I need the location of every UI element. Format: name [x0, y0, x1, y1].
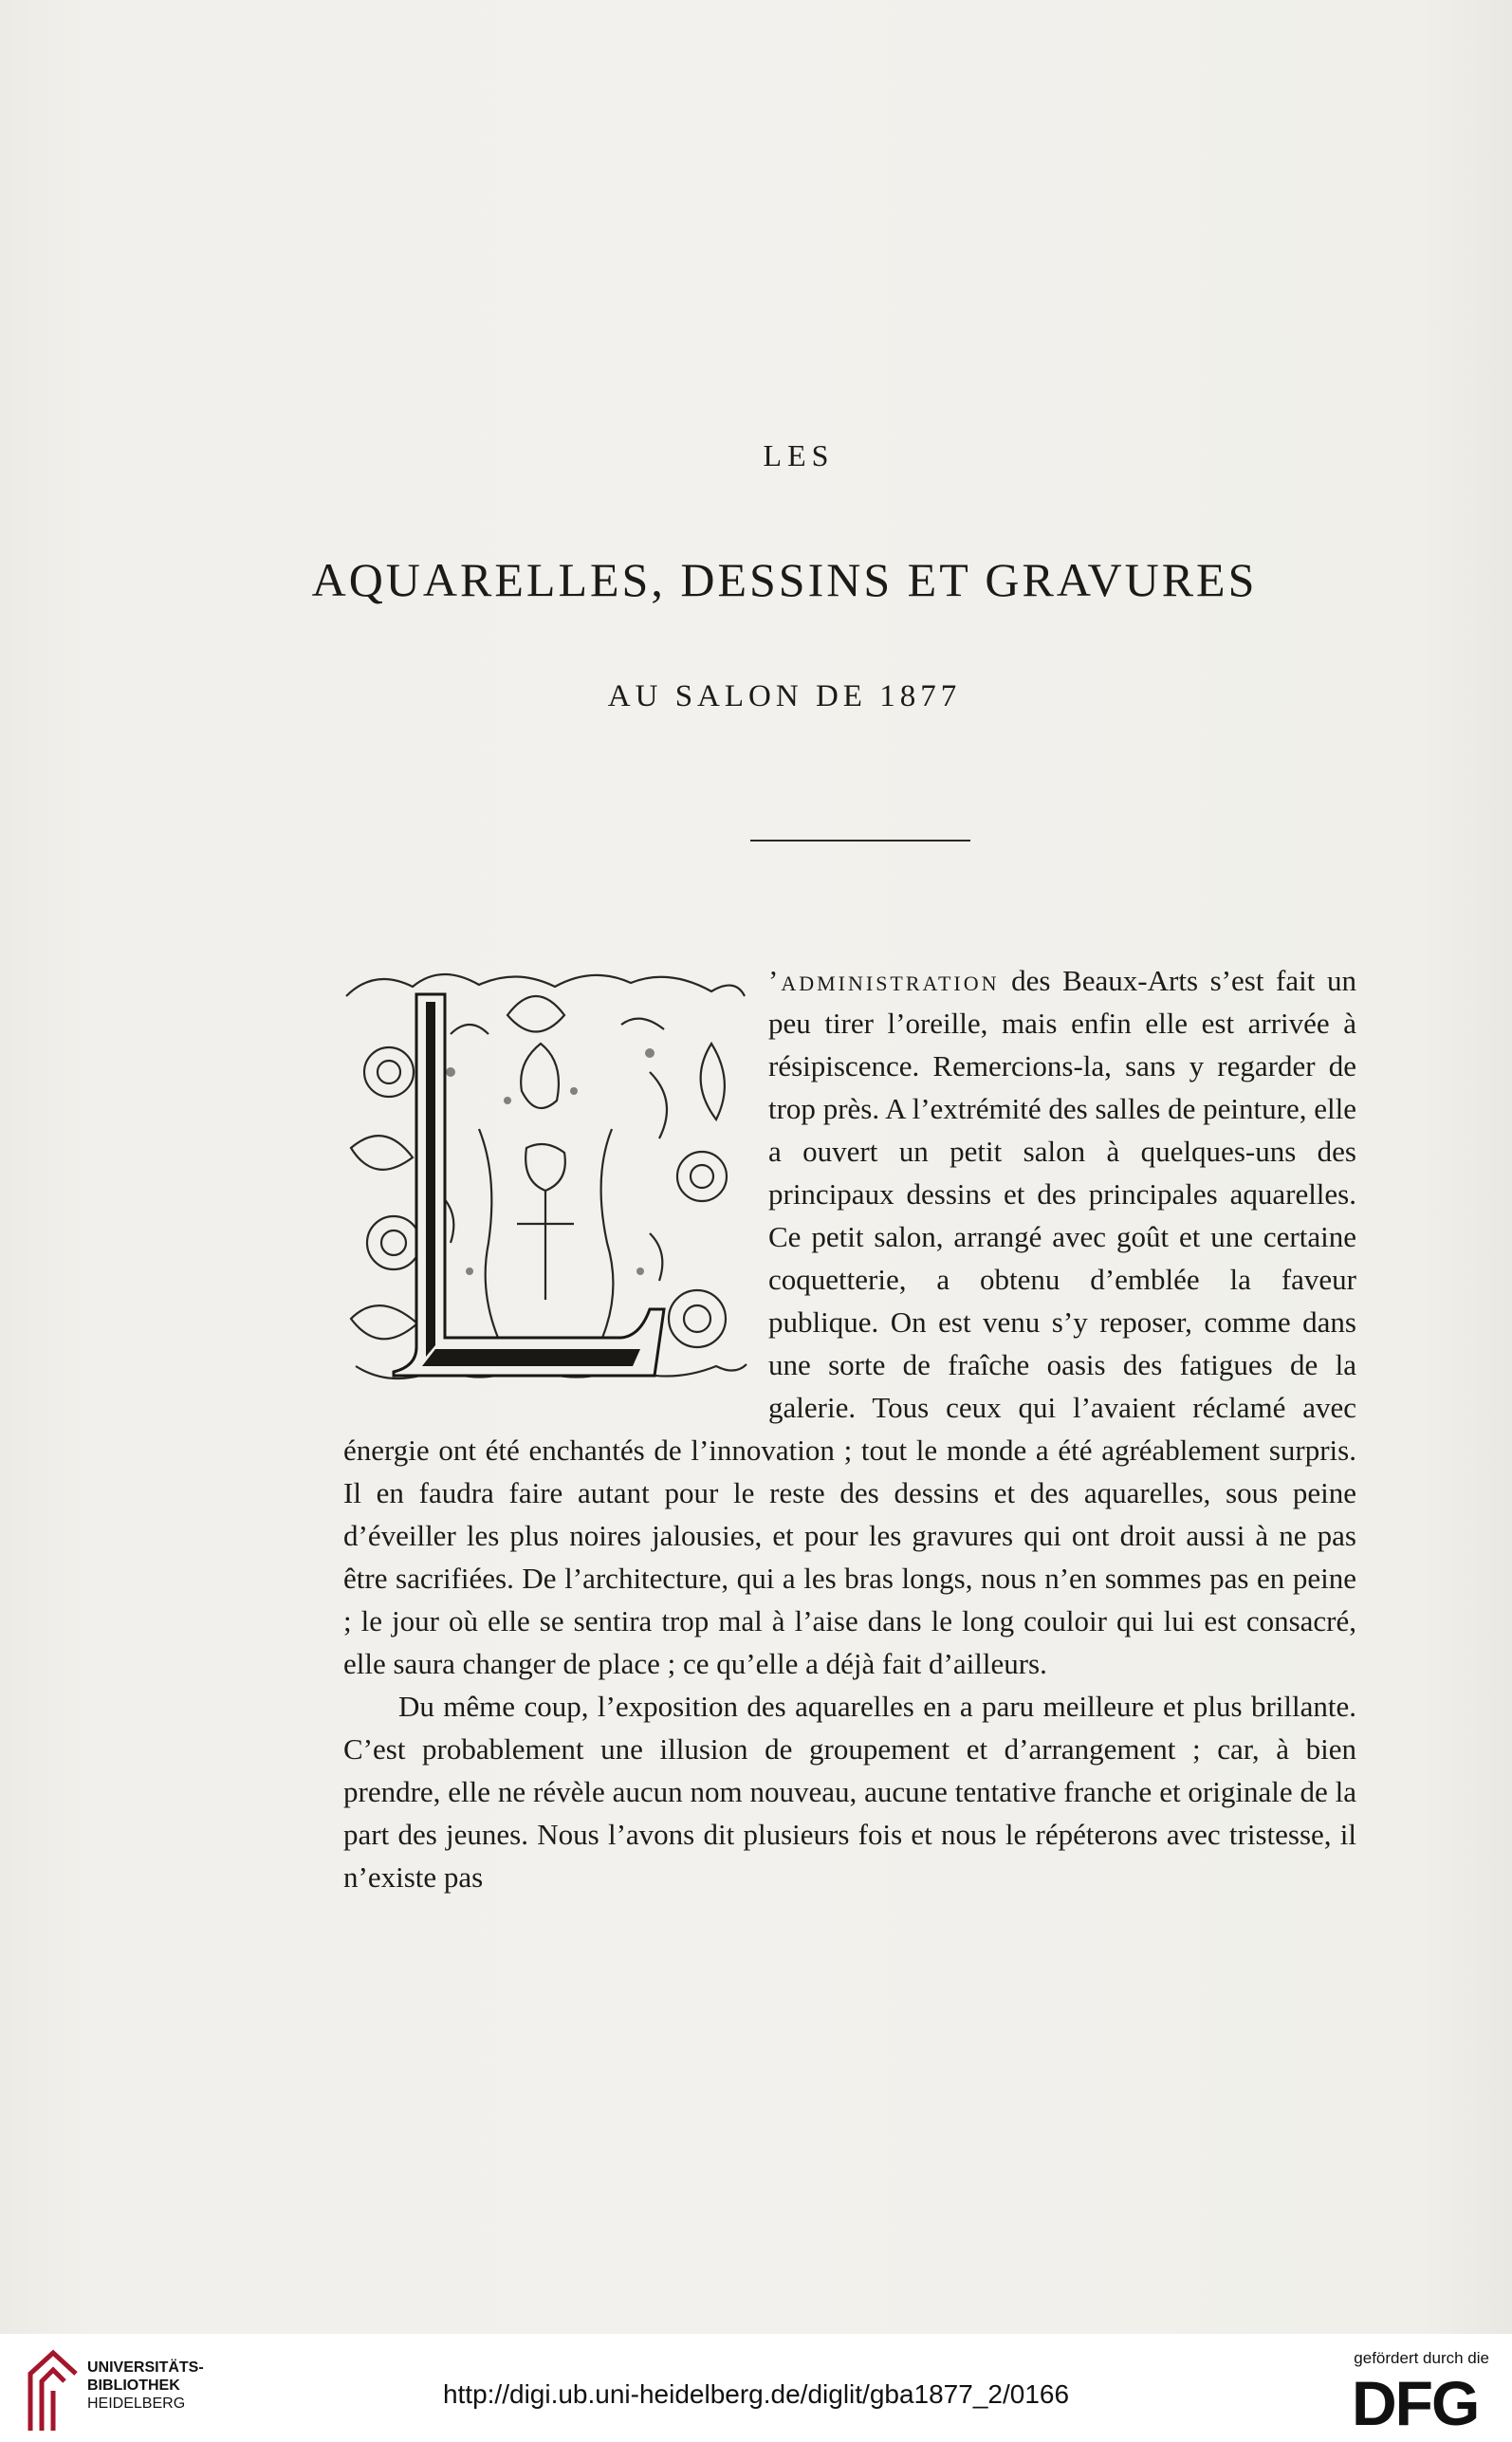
library-line-2: BIBLIOTHEK	[87, 2377, 180, 2394]
article-body	[343, 959, 1356, 1898]
page-subtitle: AU SALON DE 1877	[607, 679, 962, 713]
funding-label: gefördert durch die	[1354, 2349, 1489, 2367]
heading-les: LES	[763, 438, 835, 472]
library-line-1: UNIVERSITÄTS-	[87, 2359, 204, 2376]
paragraph-1-text: des Beaux-Arts s’est fait un peu tirer l’oreille, mais enfin elle est arrivée à résipiscence. Remercions-la, sans y regarder de trop près. A l’extrémité des salles de peinture, elle a ouvert un petit salon à quelques-uns des principaux dessins et des principales aquarelles. Ce petit salon, arrangé avec goût et une certaine coquetterie, a obtenu d’emblée la faveur publique. On est venu s’y reposer, comme dans une sorte de fraîche oasis des fatigues de la galerie. Tous ceux qui l’avaient réclamé avec énergie ont été enchantés de l’innovation ; tout le monde a été agréablement surpris. Il en faudra faire autant pour le reste des dessins et des aquarelles, sous peine d’éveiller les plus noires jalousies, et pour les gravures qui ont droit aussi à ne pas être sacrifiées. De l’architecture, qui a les bras longs, nous n’en sommes pas en peine ; le jour où elle se sentira trop mal à l’aise dans le long couloir qui lui est consacré, elle saura changer de place ; ce qu’elle a déjà fait d’ailleurs.	[343, 964, 1356, 1680]
dfg-logo-icon	[1352, 2372, 1489, 2431]
svg-text:DFG: DFG	[1352, 2372, 1479, 2431]
lead-words: ’administration	[768, 964, 1000, 997]
page-title: AQUARELLES, DESSINS ET GRAVURES	[311, 553, 1258, 606]
initial-spacer	[343, 961, 768, 1388]
permalink-url[interactable]: http://digi.ub.uni-heidelberg.de/diglit/gba1877_2/0166	[442, 2379, 1070, 2409]
title-divider	[750, 840, 970, 842]
library-line-3: HEIDELBERG	[87, 2396, 186, 2412]
paragraph-1	[343, 959, 1356, 1685]
paragraph-2: Du même coup, l’exposition des aquarelles en a paru meilleure et plus brillante. C’est probablement une illusion de groupement et d’arrangement ; car, à bien prendre, elle ne révèle aucun nom nouveau, aucune tentative franche et originale de la part des jeunes. Nous l’avons dit plusieurs fois et nous le répéterons avec tristesse, il n’existe pas	[343, 1690, 1356, 1894]
